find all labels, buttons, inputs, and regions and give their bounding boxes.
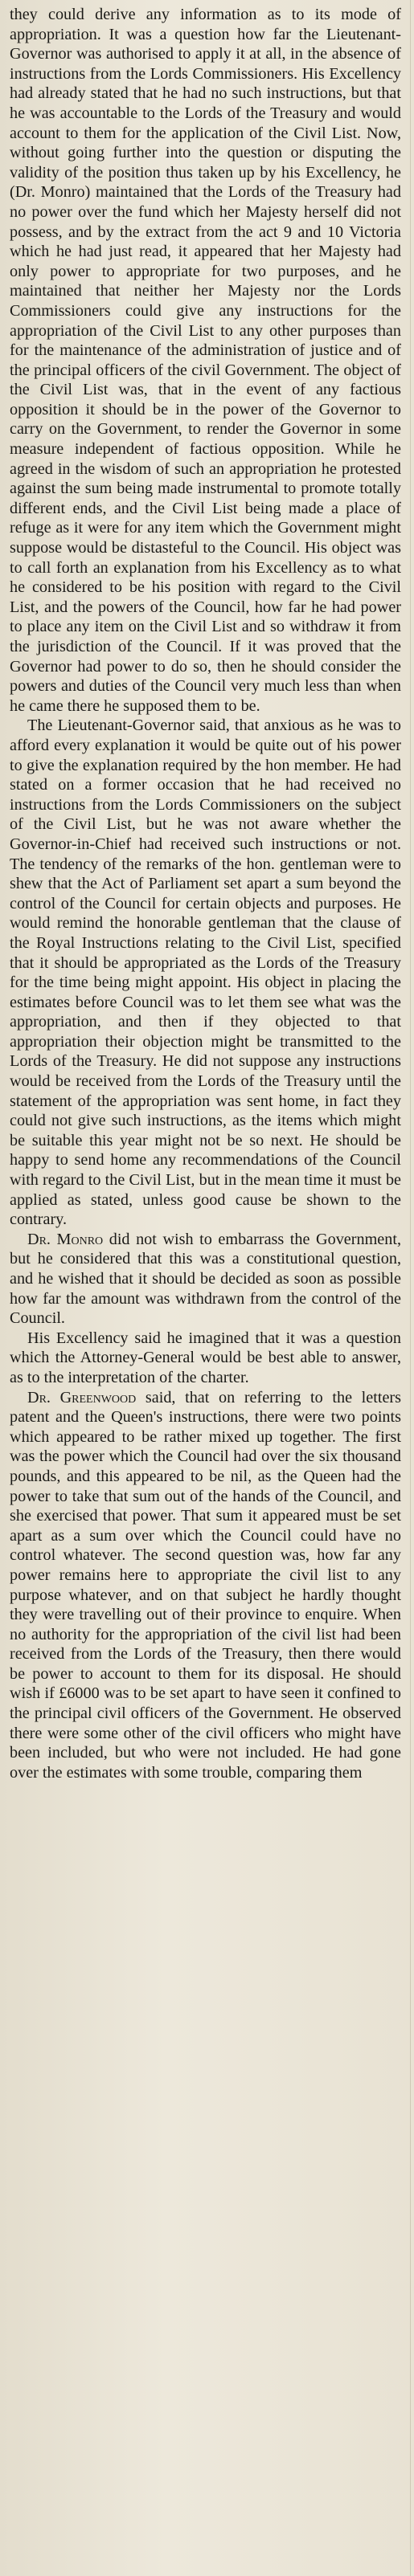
paragraph-lieutenant-governor-reply [10,716,401,1229]
paragraph-text: they could derive any information as to its mode of appropriation. It was a question how far the Lieutenant-Governor was authorised to apply it at all, in the absence of instructions from the Lords Commissioners. His Excellency had already stated that he had no such instructions, but that he was accountable to the Lords of the Treasury and would account to them for the application of the Civil List. Now, without going further into the question or disputing the validity of the position thus taken up by his Excellency, he (Dr. Monro) maintained that the Lords of the Treasury had no power over the fund which her Majesty herself did not possess, and by the extract from the act 9 and 10 Victoria which he had just read, it appeared that her Majesty had only power to appropriate for two purposes, and he maintained that neither her Majesty nor the Lords Commissioners could give any instructions for the appropriation of the Civil List to any other purposes than for the maintenance of the administration of justice and of the principal officers of the civil Government. The object of the Civil List was, that in the event of any factious opposition it should be in the power of the Governor to carry on the Government, to render the Governor in some measure independent of factious opposition. While he agreed in the wisdom of such an appropriation he protested against the sum being made instrumental to promote totally different ends, and the Civil List being made a place of refuge as it were for any item which the Government might suppose would be distasteful to the Council. His object was to call forth an explanation from his Excellency as to what he considered to be his position with regard to the Civil List, and the powers of the Council, how far he had power to place any item on the Civil List and so withdraw it from the jurisdiction of the Council. If it was proved that the Governor had power to do so, then he should consider the powers and duties of the Council very much less than when he came there he supposed them to be. [10,6,401,715]
paragraph-text: said, that on referring to the letters patent and the Queen's instructions, there were two points which appeared to be rather mixed up together. The first was the power which the Council had over the six thousand pounds, and this appeared to be nil, as the Queen had the power to take that sum out of the hands of the Council, and she exercised that power. That sum it appeared must be set apart as a sum over which the Council could have no control whatever. The second question was, how far any power remains here to appropriate the civil list to any purpose whatever, and on that subject he hardly thought they were travelling out of their province to enquire. When no authority for the appropriation of the civil list had been received from the Lords of the Treasury, then there would be power to account to them for its disposal. He should wish if £6000 was to be set apart to have seen it confined to the principal civil officers of the Government. He observed there were some other of the civil officers who might have been included, but who were not included. He had gone over the estimates with some trouble, comparing them [10,1388,402,1782]
paragraph-civil-list-argument [10,5,401,716]
column-edge-rule [410,0,411,2576]
paragraph-text: did not wish to embarrass the Government, but he considered that this was a constitutional question, and he wished that it should be decided as soon as possible how far the amount was withdrawn from the control of the Council. [10,1230,401,1328]
paragraph-dr-monro [10,1230,401,1329]
paragraph-speaker: Dr. Greenwood [27,1388,137,1406]
paragraph-speaker: Dr. Monro [27,1230,104,1248]
paragraph-text: The Lieutenant-Governor said, that anxious as he was to afford every explanation it would be quite out of his power to give the explanation required by the hon member. He had stated on a former occasion that he had received no instructions from the Lords Commissioners on the subject of the Civil List, but he was not aware whether the Governor-in-Chief had received such instructions or not. The tendency of the remarks of the hon. gentleman were to shew that the Act of Parliament set apart a sum beyond the control of the Council for certain objects and purposes. He would remind the honorable gentleman that the clause of the Royal Instructions relating to the Civil List, specified that it should be appropriated as the Lords of the Treasury for the time being might appoint. His object in placing the estimates before Council was to let them see what was the appropriation, and then if they objected to that appropriation their objection might be transmitted to the Lords of the Treasury. He did not suppose any instructions would be received from the Lords of the Treasury until the statement of the appropriation was sent home, in fact they could not give such instructions, as the items which might be suitable this year might not be so next. He should be happy to send home any recommendations of the Council with regard to the Civil List, but in the mean time it must be applied as stated, unless good cause be shown to the contrary. [10,716,401,1229]
paragraph-text: His Excellency said he imagined that it was a question which the Attorney-General would be best able to answer, as to the interpretation of the charter. [10,1329,401,1386]
paragraph-dr-greenwood [10,1388,401,1783]
article-column [10,5,401,1782]
paragraph-his-excellency [10,1329,401,1388]
